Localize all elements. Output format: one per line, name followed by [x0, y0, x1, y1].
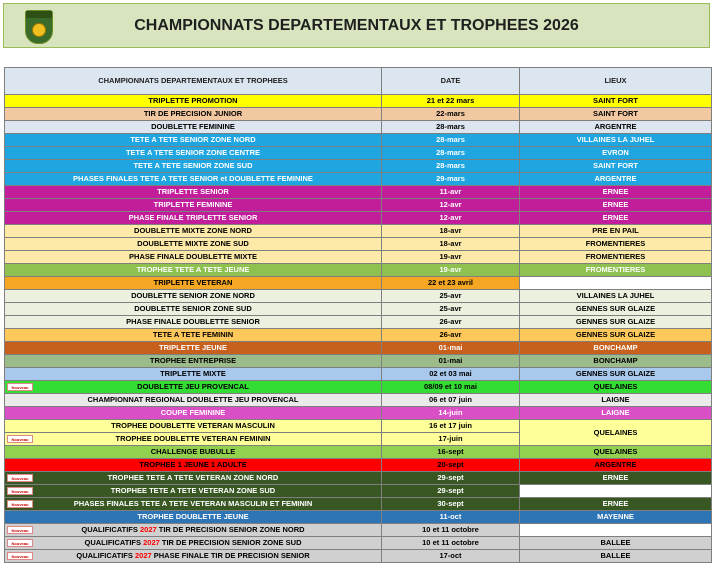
event-name: TRIPLETTE PROMOTION: [148, 96, 238, 105]
event-name-prefix: QUALIFICATIFS: [76, 551, 135, 560]
place-cell: QUELAINES: [520, 446, 712, 459]
place-cell: [520, 485, 712, 498]
header-date: DATE: [382, 68, 520, 95]
table-row: [5, 121, 712, 134]
event-name: TIR DE PRECISION JUNIOR: [143, 109, 243, 118]
date-cell: 28-mars: [382, 121, 520, 134]
date-cell: 28-mars: [382, 147, 520, 160]
event-name: DOUBLETTE JEU PROVENCAL: [137, 382, 249, 391]
championship-table: [4, 67, 712, 563]
event-name: TETE A TETE SENIOR ZONE SUD: [133, 161, 253, 170]
table-row: [5, 329, 712, 342]
table-row: [5, 537, 712, 550]
table-row: [5, 420, 712, 433]
place-cell: PRE EN PAIL: [520, 225, 712, 238]
event-name: TRIPLETTE JEUNE: [159, 343, 227, 352]
event-cell: [5, 537, 382, 550]
event-cell: [5, 524, 382, 537]
event-name: PHASES FINALES TETE A TETE VETERAN MASCULIN ET FEMININ: [73, 499, 313, 508]
place-cell: [520, 277, 712, 290]
event-cell: [5, 173, 382, 186]
event-cell: [5, 511, 382, 524]
event-name: TROPHEE TETE A TETE VETERAN ZONE SUD: [110, 486, 276, 495]
new-badge-icon: Nouveau: [7, 500, 33, 508]
table-row: [5, 355, 712, 368]
event-name: DOUBLETTE FEMININE: [151, 122, 235, 131]
date-cell: 10 et 11 octobre: [382, 524, 520, 537]
table-row: [5, 108, 712, 121]
date-cell: 11-oct: [382, 511, 520, 524]
event-name: PHASE FINALE TRIPLETTE SENIOR: [128, 213, 258, 222]
event-year: 2027: [134, 551, 152, 560]
new-badge-icon: Nouveau: [7, 552, 33, 560]
place-cell: BONCHAMP: [520, 342, 712, 355]
table-row: [5, 446, 712, 459]
table-row: [5, 238, 712, 251]
event-name-suffix: TIR DE PRECISION SENIOR ZONE SUD: [159, 538, 302, 547]
date-cell: 08/09 et 10 mai: [382, 381, 520, 394]
table-row: [5, 342, 712, 355]
new-badge-icon: Nouveau: [7, 539, 33, 547]
event-cell: [5, 368, 382, 381]
place-cell: QUELAINES: [520, 381, 712, 394]
new-badge-icon: Nouveau: [7, 526, 33, 534]
date-cell: 16-sept: [382, 446, 520, 459]
table-row: [5, 251, 712, 264]
event-name: TRIPLETTE FEMININE: [153, 200, 233, 209]
event-cell: [5, 329, 382, 342]
event-cell: [5, 238, 382, 251]
event-cell: [5, 186, 382, 199]
event-cell: [5, 472, 382, 485]
table-row: [5, 550, 712, 563]
date-cell: 21 et 22 mars: [382, 95, 520, 108]
table-row: [5, 511, 712, 524]
new-badge-icon: Nouveau: [7, 435, 33, 443]
event-cell: [5, 485, 382, 498]
place-cell: BONCHAMP: [520, 355, 712, 368]
event-name: DOUBLETTE MIXTE ZONE SUD: [137, 239, 249, 248]
event-name: TRIPLETTE SENIOR: [157, 187, 229, 196]
date-cell: 01-mai: [382, 355, 520, 368]
event-name: PHASE FINALE DOUBLETTE MIXTE: [129, 252, 257, 261]
place-cell: [520, 524, 712, 537]
event-cell: [5, 95, 382, 108]
event-cell: [5, 121, 382, 134]
table-body: [5, 95, 712, 563]
event-name: TROPHEE ENTREPRISE: [149, 356, 237, 365]
table-row: [5, 407, 712, 420]
table-row: [5, 95, 712, 108]
date-cell: 25-avr: [382, 290, 520, 303]
event-cell: [5, 212, 382, 225]
date-cell: 28-mars: [382, 160, 520, 173]
event-name: DOUBLETTE SENIOR ZONE NORD: [131, 291, 255, 300]
date-cell: 19-avr: [382, 251, 520, 264]
date-cell: 12-avr: [382, 199, 520, 212]
place-cell: ERNEE: [520, 472, 712, 485]
event-year: 2027: [143, 538, 160, 547]
table-row: [5, 368, 712, 381]
place-cell: FROMENTIERES: [520, 264, 712, 277]
table-row: [5, 459, 712, 472]
table-row: [5, 290, 712, 303]
date-cell: 10 et 11 octobre: [382, 537, 520, 550]
new-badge-icon: Nouveau: [7, 487, 33, 495]
date-cell: 17-oct: [382, 550, 520, 563]
place-cell: EVRON: [520, 147, 712, 160]
table-row: [5, 160, 712, 173]
table-row: [5, 303, 712, 316]
page-header: [3, 3, 710, 48]
place-cell: LAIGNE: [520, 394, 712, 407]
date-cell: 14-juin: [382, 407, 520, 420]
place-cell: ERNEE: [520, 186, 712, 199]
place-cell: MAYENNE: [520, 511, 712, 524]
event-name: PHASES FINALES TETE A TETE SENIOR et DOUBLETTE FEMININE: [73, 174, 313, 183]
event-cell: [5, 550, 382, 563]
date-cell: 22-mars: [382, 108, 520, 121]
date-cell: 16 et 17 juin: [382, 420, 520, 433]
event-cell: [5, 420, 382, 433]
place-cell: GENNES SUR GLAIZE: [520, 368, 712, 381]
event-cell: [5, 316, 382, 329]
event-cell: [5, 251, 382, 264]
table-row: [5, 173, 712, 186]
event-cell: [5, 199, 382, 212]
place-cell: ARGENTRE: [520, 173, 712, 186]
place-cell: BALLEE: [520, 550, 712, 563]
place-cell: ARGENTRE: [520, 459, 712, 472]
event-cell: [5, 381, 382, 394]
event-name-suffix: PHASE FINALE TIR DE PRECISION SENIOR: [151, 551, 310, 560]
new-badge-icon: Nouveau: [7, 474, 33, 482]
date-cell: 25-avr: [382, 303, 520, 316]
event-name: TROPHEE DOUBLETTE VETERAN FEMININ: [115, 434, 271, 443]
event-cell: [5, 277, 382, 290]
place-cell: SAINT FORT: [520, 160, 712, 173]
page-title: CHAMPIONNATS DEPARTEMENTAUX ET TROPHEES 2026: [134, 17, 579, 34]
event-cell: [5, 264, 382, 277]
place-cell: VILLAINES LA JUHEL: [520, 134, 712, 147]
event-name: TROPHEE DOUBLETTE VETERAN MASCULIN: [111, 421, 275, 430]
event-name: TROPHEE TETE A TETE JEUNE: [136, 265, 250, 274]
date-cell: 29-sept: [382, 485, 520, 498]
event-cell: [5, 459, 382, 472]
date-cell: 18-avr: [382, 238, 520, 251]
place-cell: SAINT FORT: [520, 95, 712, 108]
date-cell: 29-mars: [382, 173, 520, 186]
table-row: [5, 134, 712, 147]
table-row: [5, 264, 712, 277]
place-cell: ARGENTRE: [520, 121, 712, 134]
date-cell: 26-avr: [382, 329, 520, 342]
place-cell: FROMENTIERES: [520, 251, 712, 264]
place-cell: LAIGNE: [520, 407, 712, 420]
event-cell: [5, 160, 382, 173]
event-name: TROPHEE DOUBLETTE JEUNE: [137, 512, 249, 521]
place-cell: BALLEE: [520, 537, 712, 550]
event-cell: [5, 433, 382, 446]
place-cell: VILLAINES LA JUHEL: [520, 290, 712, 303]
new-badge-icon: Nouveau: [7, 383, 33, 391]
header-place: LIEUX: [520, 68, 712, 95]
event-name: TRIPLETTE VETERAN: [153, 278, 233, 287]
place-cell: SAINT FORT: [520, 108, 712, 121]
table-row: [5, 498, 712, 511]
table-row: [5, 277, 712, 290]
event-name: TROPHEE 1 JEUNE 1 ADULTE: [139, 460, 247, 469]
event-cell: [5, 394, 382, 407]
event-cell: [5, 290, 382, 303]
event-name: CHAMPIONNAT REGIONAL DOUBLETTE JEU PROVENCAL: [87, 395, 299, 404]
table-row: [5, 147, 712, 160]
event-year: 2027: [139, 525, 157, 534]
event-cell: [5, 355, 382, 368]
table-row: [5, 485, 712, 498]
event-name-suffix: TIR DE PRECISION SENIOR ZONE NORD: [156, 525, 305, 534]
event-name: TRIPLETTE MIXTE: [160, 369, 226, 378]
event-name-prefix: QUALIFICATIFS: [81, 525, 140, 534]
event-name: TETE A TETE SENIOR ZONE CENTRE: [125, 148, 261, 157]
event-name: TETE A TETE FEMININ: [152, 330, 234, 339]
table-row: [5, 394, 712, 407]
event-name: CHALLENGE BUBULLE: [150, 447, 236, 456]
event-cell: [5, 303, 382, 316]
table-row: [5, 212, 712, 225]
date-cell: 19-avr: [382, 264, 520, 277]
event-cell: [5, 225, 382, 238]
place-cell: GENNES SUR GLAIZE: [520, 316, 712, 329]
table-row: [5, 199, 712, 212]
event-name: DOUBLETTE SENIOR ZONE SUD: [134, 304, 252, 313]
table-row: [5, 186, 712, 199]
place-cell: ERNEE: [520, 498, 712, 511]
date-cell: 17-juin: [382, 433, 520, 446]
date-cell: 30-sept: [382, 498, 520, 511]
date-cell: 28-mars: [382, 134, 520, 147]
date-cell: 22 et 23 avril: [382, 277, 520, 290]
place-cell: FROMENTIERES: [520, 238, 712, 251]
table-row: [5, 472, 712, 485]
event-cell: [5, 407, 382, 420]
table-header-row: [5, 68, 712, 95]
table-row: [5, 524, 712, 537]
event-name: PHASE FINALE DOUBLETTE SENIOR: [126, 317, 260, 326]
event-name: TETE A TETE SENIOR ZONE NORD: [130, 135, 256, 144]
place-cell: ERNEE: [520, 212, 712, 225]
date-cell: 29-sept: [382, 472, 520, 485]
event-cell: [5, 134, 382, 147]
date-cell: 18-avr: [382, 225, 520, 238]
date-cell: 06 et 07 juin: [382, 394, 520, 407]
header-event: CHAMPIONNATS DEPARTEMENTAUX ET TROPHEES: [5, 68, 382, 95]
event-name-prefix: QUALIFICATIFS: [84, 538, 144, 547]
event-name: COUPE FEMININE: [160, 408, 226, 417]
event-cell: [5, 108, 382, 121]
table-row: [5, 225, 712, 238]
date-cell: 26-avr: [382, 316, 520, 329]
event-name: TROPHEE TETE A TETE VETERAN ZONE NORD: [107, 473, 279, 482]
event-name: DOUBLETTE MIXTE ZONE NORD: [134, 226, 252, 235]
place-cell: GENNES SUR GLAIZE: [520, 303, 712, 316]
place-cell: ERNEE: [520, 199, 712, 212]
date-cell: 01-mai: [382, 342, 520, 355]
table-row: [5, 316, 712, 329]
date-cell: 20-sept: [382, 459, 520, 472]
date-cell: 11-avr: [382, 186, 520, 199]
place-cell: QUELAINES: [520, 420, 712, 446]
date-cell: 12-avr: [382, 212, 520, 225]
table-row: [5, 381, 712, 394]
event-cell: [5, 498, 382, 511]
event-cell: [5, 342, 382, 355]
event-cell: [5, 446, 382, 459]
event-cell: [5, 147, 382, 160]
place-cell: GENNES SUR GLAIZE: [520, 329, 712, 342]
date-cell: 02 et 03 mai: [382, 368, 520, 381]
